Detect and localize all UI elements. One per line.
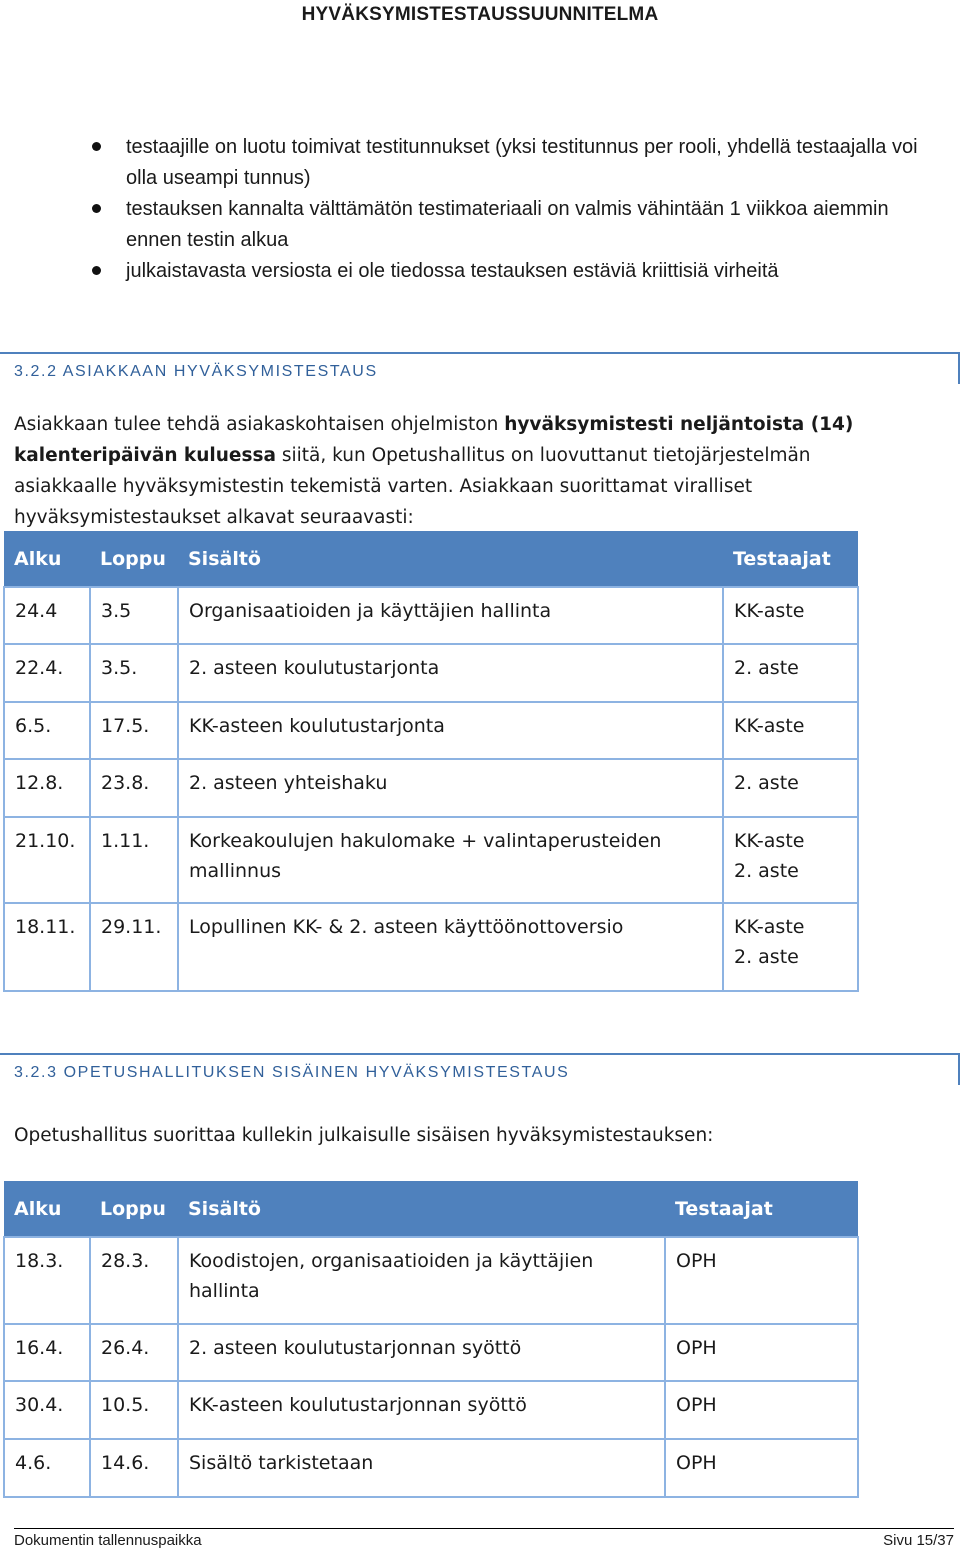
table-cell: 1.11.	[90, 817, 178, 903]
table-cell: KK-aste 2. aste	[723, 903, 858, 991]
section-heading-text: 3.2.3 OPETUSHALLITUKSEN SISÄINEN HYVÄKSYMISTESTAUS	[14, 1064, 570, 1081]
table-cell: Organisaatioiden ja käyttäjien hallinta	[178, 587, 723, 644]
bullet-text: testaajille on luotu toimivat testitunnukset (yksi testitunnus per rooli, yhdellä testaajalla voi olla useampi tunnus)	[126, 136, 918, 189]
column-header: Loppu	[90, 531, 178, 587]
table-cell: 22.4.	[4, 644, 90, 702]
table-cell: 2. aste	[723, 759, 858, 817]
table-row	[4, 1439, 858, 1497]
page-footer	[14, 1528, 954, 1549]
paragraph-bold-text: hyväksymistesti neljäntoista (14) kalenteripäivän kuluessa	[14, 414, 854, 466]
section-heading-internal-acceptance	[0, 1053, 960, 1085]
table-row	[4, 587, 858, 644]
table-cell: KK-asteen koulutustarjonta	[178, 702, 723, 759]
column-header: Alku	[4, 1181, 90, 1237]
table-cell: 2. asteen yhteishaku	[178, 759, 723, 817]
bullet-text: testauksen kannalta välttämätön testimateriaali on valmis vähintään 1 viikkoa aiemmin ennen testin alkua	[126, 198, 889, 251]
column-header: Testaajat	[665, 1181, 858, 1237]
table-row	[4, 1237, 858, 1324]
column-header: Sisältö	[178, 1181, 665, 1237]
table-cell: 17.5.	[90, 702, 178, 759]
bullet-dot-icon	[92, 266, 101, 275]
table-row	[4, 644, 858, 702]
customer-acceptance-table	[3, 531, 859, 992]
bullet-item	[90, 194, 930, 256]
bullet-dot-icon	[92, 204, 101, 213]
table-cell: 4.6.	[4, 1439, 90, 1497]
table-cell: Koodistojen, organisaatioiden ja käyttäjien hallinta	[178, 1237, 665, 1324]
table-row	[4, 903, 858, 991]
table-cell: 2. aste	[723, 644, 858, 702]
table-cell: KK-aste 2. aste	[723, 817, 858, 903]
customer-acceptance-paragraph	[14, 409, 914, 533]
table-cell: 3.5	[90, 587, 178, 644]
table-cell: 6.5.	[4, 702, 90, 759]
table-cell: 28.3.	[90, 1237, 178, 1324]
table-cell: Lopullinen KK- & 2. asteen käyttöönottoversio	[178, 903, 723, 991]
table-cell: 21.10.	[4, 817, 90, 903]
table-cell: 18.11.	[4, 903, 90, 991]
table-cell: OPH	[665, 1237, 858, 1324]
bullet-dot-icon	[92, 142, 101, 151]
table-cell: OPH	[665, 1381, 858, 1439]
table-row	[4, 1381, 858, 1439]
bullet-text: julkaistavasta versiosta ei ole tiedossa testauksen estäviä kriittisiä virheitä	[126, 260, 779, 282]
footer-location: Dokumentin tallennuspaikka	[14, 1532, 202, 1549]
table-cell: 12.8.	[4, 759, 90, 817]
table-header-row	[4, 1181, 858, 1237]
table-cell: KK-asteen koulutustarjonnan syöttö	[178, 1381, 665, 1439]
column-header: Loppu	[90, 1181, 178, 1237]
table-cell: 24.4	[4, 587, 90, 644]
table-cell: KK-aste	[723, 702, 858, 759]
table-cell: OPH	[665, 1324, 858, 1381]
table-cell: KK-aste	[723, 587, 858, 644]
table-cell: 2. asteen koulutustarjonnan syöttö	[178, 1324, 665, 1381]
paragraph-text: siitä, kun Opetushallitus on luovuttanut tietojärjestelmän asiakkaalle hyväksymistestin tekemistä varten. Asiakkaan suorittamat viralliset hyväksymistestaukset alkavat seuraavasti:	[14, 445, 811, 528]
table-cell: 29.11.	[90, 903, 178, 991]
paragraph-text: Asiakkaan tulee tehdä asiakaskohtaisen ohjelmiston	[14, 414, 505, 435]
table-row	[4, 817, 858, 903]
table-cell: 23.8.	[90, 759, 178, 817]
table-cell: Sisältö tarkistetaan	[178, 1439, 665, 1497]
table-row	[4, 702, 858, 759]
table-row	[4, 1324, 858, 1381]
table-cell: 10.5.	[90, 1381, 178, 1439]
table-cell: 26.4.	[90, 1324, 178, 1381]
table-header-row	[4, 531, 858, 587]
table-cell: 16.4.	[4, 1324, 90, 1381]
section-heading-text: 3.2.2 ASIAKKAAN HYVÄKSYMISTESTAUS	[14, 363, 378, 380]
table-cell: 18.3.	[4, 1237, 90, 1324]
footer-page-number: Sivu 15/37	[883, 1532, 954, 1549]
bullet-item	[90, 132, 930, 194]
table-cell: 2. asteen koulutustarjonta	[178, 644, 723, 702]
column-header: Alku	[4, 531, 90, 587]
table-cell: Korkeakoulujen hakulomake + valintaperusteiden mallinnus	[178, 817, 723, 903]
table-cell: 14.6.	[90, 1439, 178, 1497]
internal-acceptance-table	[3, 1181, 859, 1498]
page-header-title: HYVÄKSYMISTESTAUSSUUNNITELMA	[301, 4, 659, 25]
table-cell: OPH	[665, 1439, 858, 1497]
internal-acceptance-paragraph: Opetushallitus suorittaa kullekin julkaisulle sisäisen hyväksymistestauksen:	[14, 1125, 714, 1146]
column-header: Sisältö	[178, 531, 723, 587]
bullet-list	[90, 132, 930, 287]
table-cell: 3.5.	[90, 644, 178, 702]
section-heading-customer-acceptance	[0, 352, 960, 384]
table-cell: 30.4.	[4, 1381, 90, 1439]
bullet-item	[90, 256, 930, 287]
table-row	[4, 759, 858, 817]
column-header: Testaajat	[723, 531, 858, 587]
